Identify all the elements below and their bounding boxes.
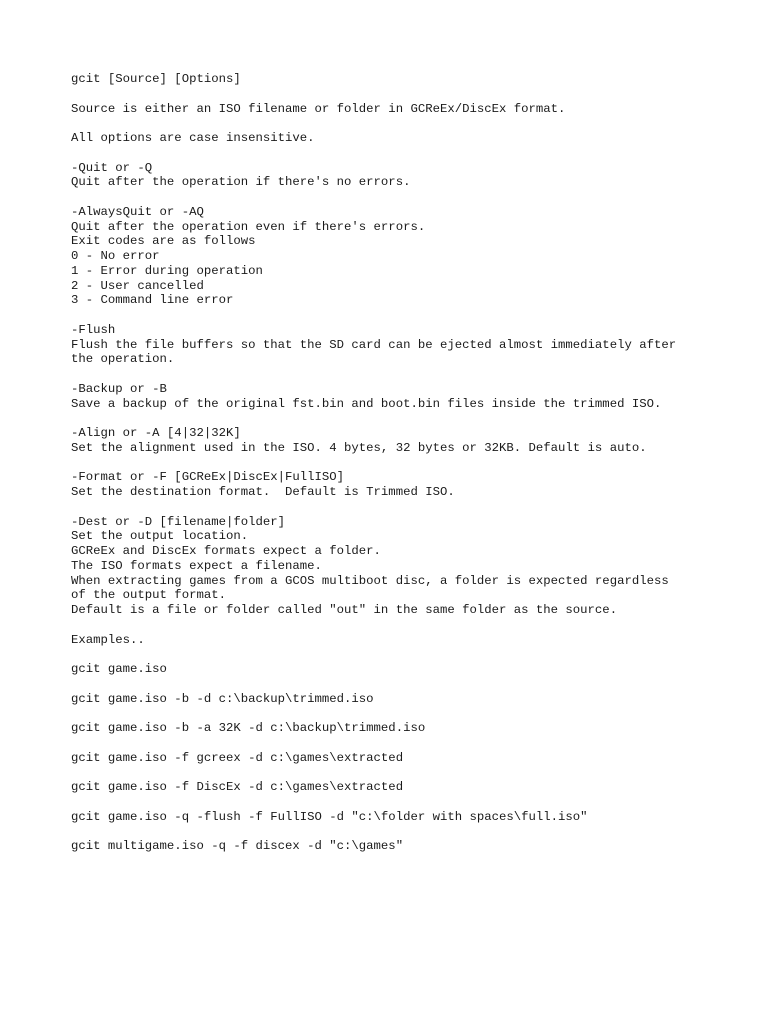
example-command: gcit game.iso -q -flush -f FullISO -d "c:\folder with spaces\full.iso"	[71, 809, 588, 824]
case-insensitive-block	[71, 131, 751, 146]
example-command: gcit game.iso	[71, 662, 167, 676]
example-command: gcit game.iso -f gcreex -d c:\games\extracted	[71, 750, 404, 765]
example-block	[71, 692, 751, 707]
option-description: Set the alignment used in the ISO. 4 bytes, 32 bytes or 32KB. Default is auto.	[71, 440, 647, 455]
option-heading: -Dest or -D [filename|folder]	[71, 514, 286, 529]
case-insensitive-line: All options are case insensitive.	[71, 131, 315, 145]
alwaysquit-option-block	[71, 205, 751, 308]
option-description: Set the output location.	[71, 529, 249, 544]
option-description: Quit after the operation if there's no errors.	[71, 175, 411, 190]
example-block	[71, 721, 751, 736]
exit-code-item: 0 - No error	[71, 249, 160, 263]
document-page	[71, 72, 751, 869]
option-heading: -Flush	[71, 322, 116, 337]
example-block	[71, 751, 751, 766]
exit-code-item: 3 - Command line error	[71, 293, 234, 308]
example-command: gcit game.iso -b -a 32K -d c:\backup\trimmed.iso	[71, 721, 426, 735]
source-block	[71, 102, 751, 117]
option-description: GCReEx and DiscEx formats expect a folder.	[71, 544, 381, 558]
option-description: the operation.	[71, 352, 175, 367]
example-command: gcit game.iso -f DiscEx -d c:\games\extracted	[71, 780, 404, 794]
example-block	[71, 839, 751, 854]
option-heading: -Backup or -B	[71, 381, 167, 396]
example-command: gcit multigame.iso -q -f discex -d "c:\games"	[71, 839, 404, 853]
align-option-block	[71, 426, 751, 456]
examples-heading: Examples..	[71, 632, 145, 647]
exit-code-item: 2 - User cancelled	[71, 278, 204, 293]
example-command: gcit game.iso -b -d c:\backup\trimmed.iso	[71, 691, 374, 706]
format-option-block	[71, 470, 751, 500]
option-heading: -Quit or -Q	[71, 160, 153, 175]
option-description: The ISO formats expect a filename.	[71, 558, 322, 573]
source-line: Source is either an ISO filename or folder in GCReEx/DiscEx format.	[71, 101, 566, 116]
example-block	[71, 810, 751, 825]
dest-option-block	[71, 515, 751, 618]
quit-option-block	[71, 161, 751, 191]
option-description: Flush the file buffers so that the SD card can be ejected almost immediately after	[71, 337, 677, 352]
examples-heading-block	[71, 633, 751, 648]
option-heading: -AlwaysQuit or -AQ	[71, 204, 204, 219]
option-description: When extracting games from a GCOS multiboot disc, a folder is expected regardless	[71, 573, 669, 588]
usage-line: gcit [Source] [Options]	[71, 72, 241, 86]
flush-option-block	[71, 323, 751, 367]
option-description: of the output format.	[71, 588, 226, 603]
option-description: Save a backup of the original fst.bin and boot.bin files inside the trimmed ISO.	[71, 396, 662, 411]
option-heading: -Align or -A [4|32|32K]	[71, 426, 241, 440]
option-description: Set the destination format. Default is Trimmed ISO.	[71, 485, 455, 499]
option-heading: -Format or -F [GCReEx|DiscEx|FullISO]	[71, 470, 345, 485]
option-description: Quit after the operation even if there's errors.	[71, 219, 426, 234]
usage-block	[71, 72, 751, 87]
exit-codes-intro: Exit codes are as follows	[71, 234, 256, 249]
backup-option-block	[71, 382, 751, 412]
option-description: Default is a file or folder called "out" in the same folder as the source.	[71, 603, 618, 617]
example-block	[71, 662, 751, 677]
exit-code-item: 1 - Error during operation	[71, 263, 263, 278]
example-block	[71, 780, 751, 795]
